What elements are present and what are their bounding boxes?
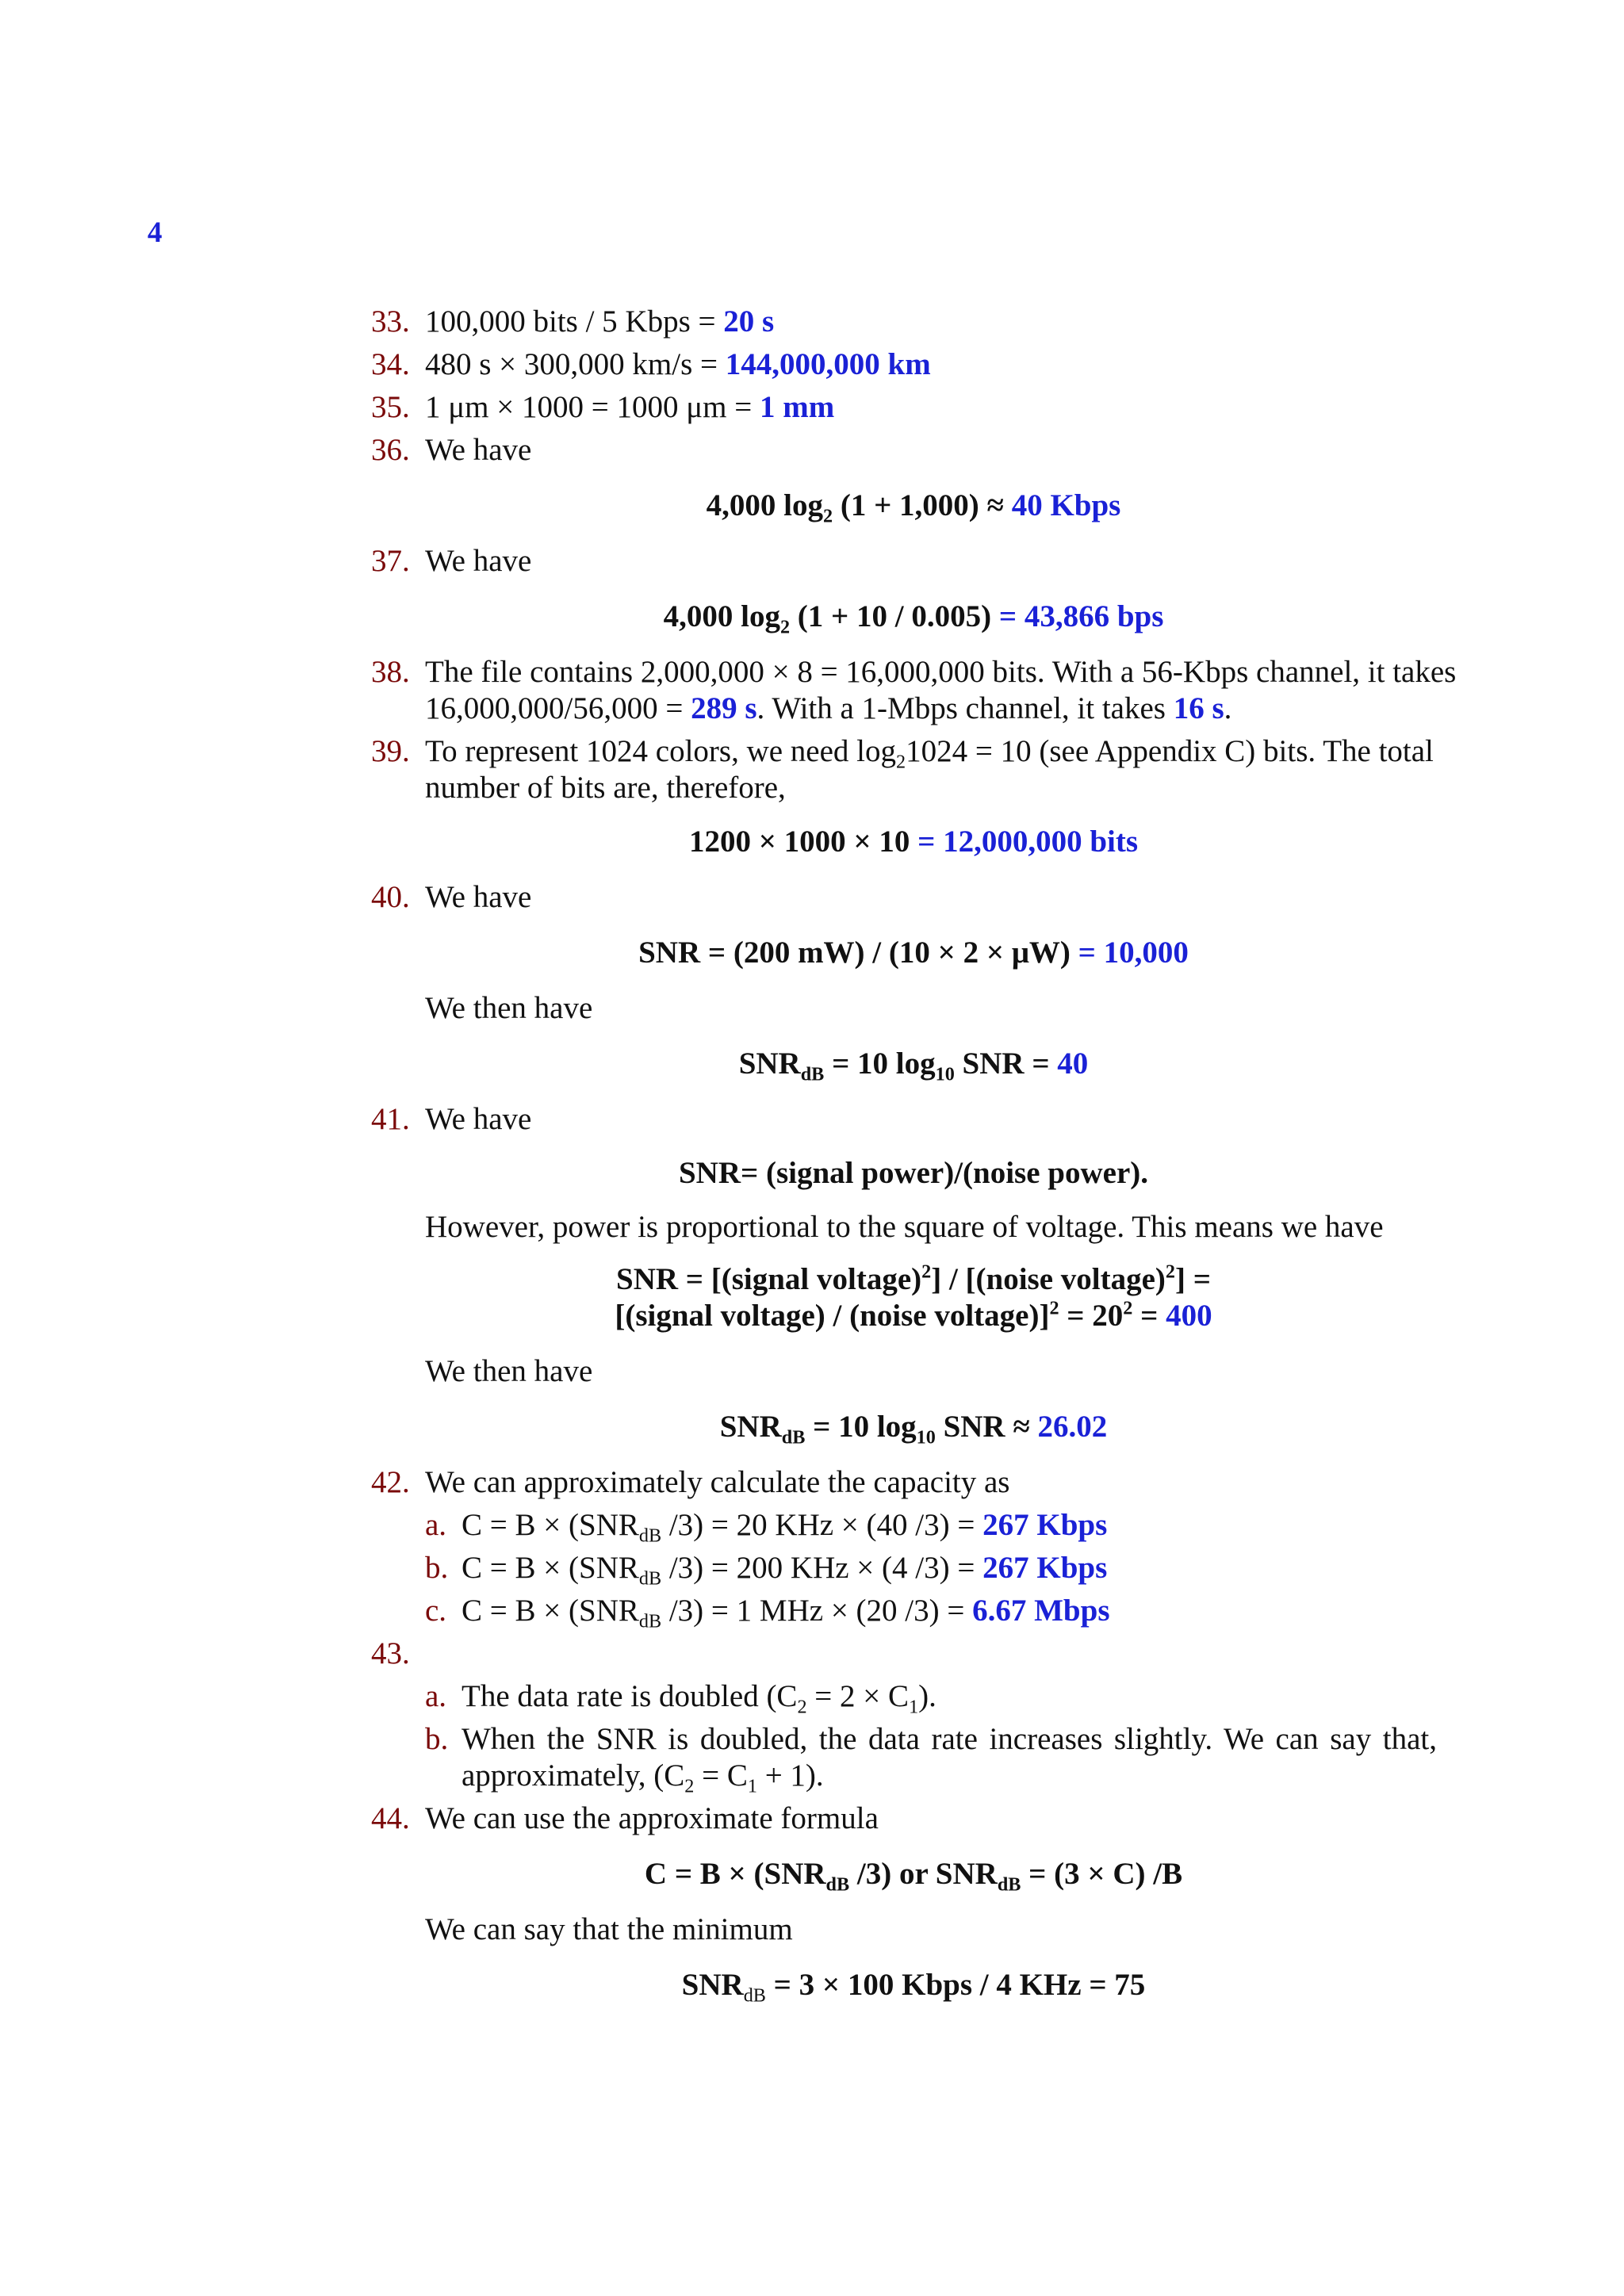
item-number: 44. — [371, 1801, 410, 1835]
answer: = 12,000,000 bits — [917, 825, 1139, 859]
item-text: We have — [425, 544, 532, 578]
item-text: We can use the approximate formula — [425, 1801, 879, 1835]
item-text: The file contains 2,000,000 × 8 = 16,000,000 bits. With a 56-Kbps channel, it takes — [425, 655, 1457, 689]
item-text: 1 μm × 1000 = 1000 μm = — [425, 390, 760, 424]
answer: 20 s — [723, 304, 775, 339]
page-number: 4 — [147, 216, 163, 249]
item-number: 40. — [371, 880, 410, 914]
answer: 16 s — [1173, 691, 1224, 725]
answer: 267 Kbps — [982, 1508, 1108, 1542]
answer: 144,000,000 km — [725, 347, 931, 381]
sub-label: a. — [425, 1679, 447, 1713]
item-number: 38. — [371, 655, 410, 689]
item-number: 36. — [371, 433, 410, 467]
answer: 6.67 Mbps — [972, 1594, 1110, 1628]
sub-label: c. — [425, 1594, 447, 1628]
sub-label: b. — [425, 1551, 449, 1585]
answer: = 10,000 — [1078, 936, 1189, 970]
answer: 40 Kbps — [1011, 488, 1121, 522]
item-number: 35. — [371, 390, 410, 424]
item-text: We have — [425, 880, 532, 914]
item-number: 43. — [371, 1636, 410, 1670]
item-number: 39. — [371, 734, 410, 768]
answer: 289 s — [691, 691, 757, 725]
answer: 267 Kbps — [982, 1551, 1108, 1585]
answer: 40 — [1057, 1047, 1089, 1081]
sub-label: a. — [425, 1508, 447, 1542]
answer: = 43,866 bps — [998, 599, 1164, 633]
item-text: We can approximately calculate the capacity as — [425, 1465, 1010, 1499]
sub-label: b. — [425, 1722, 449, 1756]
item-number: 42. — [371, 1465, 410, 1499]
answer: 400 — [1166, 1299, 1212, 1333]
item-number: 37. — [371, 544, 410, 578]
item-number: 33. — [371, 304, 410, 339]
item-text: We have — [425, 433, 532, 467]
item-number: 34. — [371, 347, 410, 381]
item-text: 100,000 bits / 5 Kbps = — [425, 304, 724, 339]
item-number: 41. — [371, 1102, 410, 1136]
answer: 26.02 — [1037, 1410, 1108, 1444]
item-text: 480 s × 300,000 km/s = — [425, 347, 726, 381]
item-text: We have — [425, 1102, 532, 1136]
answer: 1 mm — [759, 390, 835, 424]
